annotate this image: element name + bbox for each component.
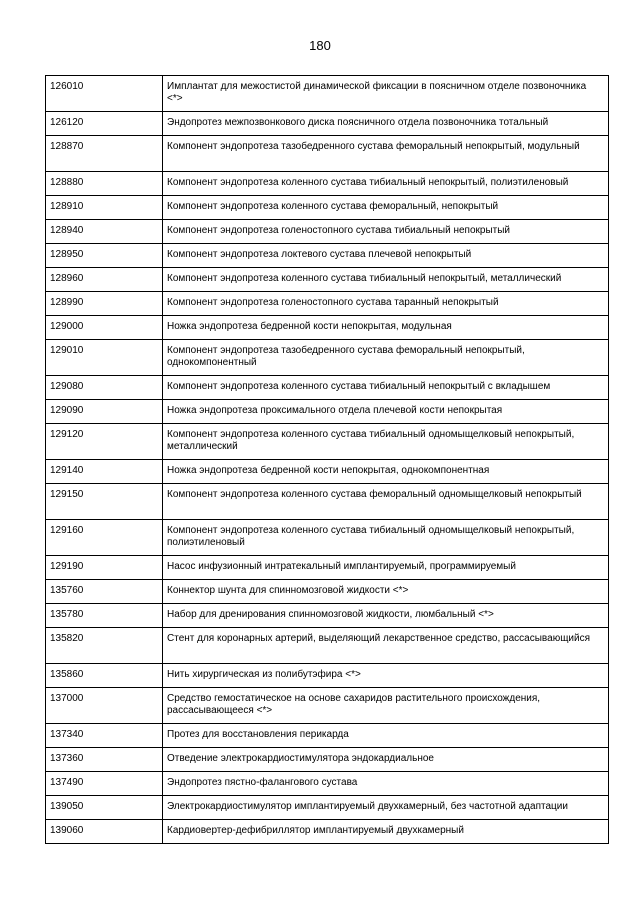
- table-row: [46, 196, 609, 220]
- code-cell: 128880: [46, 172, 163, 196]
- name-cell: Эндопротез пястно-фалангового сустава: [163, 772, 609, 796]
- name-cell: Кардиовертер-дефибриллятор имплантируемый двухкамерный: [163, 820, 609, 844]
- table-row: [46, 820, 609, 844]
- table-row: [46, 556, 609, 580]
- code-cell: 128940: [46, 220, 163, 244]
- code-cell: 129120: [46, 424, 163, 460]
- table-row: [46, 112, 609, 136]
- table-row: [46, 460, 609, 484]
- table-row: [46, 340, 609, 376]
- code-cell: 129140: [46, 460, 163, 484]
- code-cell: 128950: [46, 244, 163, 268]
- code-cell: 128910: [46, 196, 163, 220]
- code-cell: 135780: [46, 604, 163, 628]
- table-row: [46, 268, 609, 292]
- table-row: [46, 76, 609, 112]
- table-row: [46, 724, 609, 748]
- name-cell: Компонент эндопротеза голеностопного сустава тибиальный непокрытый: [163, 220, 609, 244]
- table-row: [46, 136, 609, 172]
- table-row: [46, 172, 609, 196]
- table-row: [46, 664, 609, 688]
- device-codes-table: [45, 75, 609, 844]
- page-number: 180: [309, 38, 331, 53]
- name-cell: Компонент эндопротеза коленного сустава тибиальный непокрытый с вкладышем: [163, 376, 609, 400]
- table-row: [46, 580, 609, 604]
- code-cell: 135820: [46, 628, 163, 664]
- code-cell: 137360: [46, 748, 163, 772]
- code-cell: 137000: [46, 688, 163, 724]
- name-cell: Компонент эндопротеза коленного сустава феморальный одномыщелковый непокрытый: [163, 484, 609, 520]
- name-cell: Ножка эндопротеза бедренной кости непокрытая, однокомпонентная: [163, 460, 609, 484]
- table-row: [46, 772, 609, 796]
- code-cell: 139060: [46, 820, 163, 844]
- code-cell: 129000: [46, 316, 163, 340]
- code-cell: 129150: [46, 484, 163, 520]
- code-cell: 128870: [46, 136, 163, 172]
- table-row: [46, 796, 609, 820]
- name-cell: Имплантат для межостистой динамической фиксации в поясничном отделе позвоночника <*>: [163, 76, 609, 112]
- table-row: [46, 748, 609, 772]
- code-cell: 129010: [46, 340, 163, 376]
- table-row: [46, 292, 609, 316]
- name-cell: Компонент эндопротеза локтевого сустава плечевой непокрытый: [163, 244, 609, 268]
- code-cell: 128960: [46, 268, 163, 292]
- code-cell: 135760: [46, 580, 163, 604]
- name-cell: Протез для восстановления перикарда: [163, 724, 609, 748]
- name-cell: Электрокардиостимулятор имплантируемый двухкамерный, без частотной адаптации: [163, 796, 609, 820]
- name-cell: Компонент эндопротеза тазобедренного сустава феморальный непокрытый, модульный: [163, 136, 609, 172]
- table-row: [46, 688, 609, 724]
- name-cell: Стент для коронарных артерий, выделяющий лекарственное средство, рассасывающийся: [163, 628, 609, 664]
- name-cell: Ножка эндопротеза проксимального отдела плечевой кости непокрытая: [163, 400, 609, 424]
- table-row: [46, 424, 609, 460]
- code-cell: 137340: [46, 724, 163, 748]
- name-cell: Эндопротез межпозвонкового диска поясничного отдела позвоночника тотальный: [163, 112, 609, 136]
- name-cell: Компонент эндопротеза тазобедренного сустава феморальный непокрытый, однокомпонентный: [163, 340, 609, 376]
- name-cell: Компонент эндопротеза голеностопного сустава таранный непокрытый: [163, 292, 609, 316]
- code-cell: 128990: [46, 292, 163, 316]
- code-cell: 126010: [46, 76, 163, 112]
- name-cell: Компонент эндопротеза коленного сустава тибиальный одномыщелковый непокрытый, металлический: [163, 424, 609, 460]
- table-row: [46, 604, 609, 628]
- code-cell: 139050: [46, 796, 163, 820]
- name-cell: Ножка эндопротеза бедренной кости непокрытая, модульная: [163, 316, 609, 340]
- name-cell: Компонент эндопротеза коленного сустава феморальный, непокрытый: [163, 196, 609, 220]
- name-cell: Отведение электрокардиостимулятора эндокардиальное: [163, 748, 609, 772]
- code-cell: 129160: [46, 520, 163, 556]
- code-cell: 129090: [46, 400, 163, 424]
- table-row: [46, 376, 609, 400]
- table-row: [46, 400, 609, 424]
- code-cell: 135860: [46, 664, 163, 688]
- table-row: [46, 316, 609, 340]
- table-row: [46, 628, 609, 664]
- name-cell: Коннектор шунта для спинномозговой жидкости <*>: [163, 580, 609, 604]
- name-cell: Компонент эндопротеза коленного сустава тибиальный одномыщелковый непокрытый, полиэтиленовый: [163, 520, 609, 556]
- name-cell: Нить хирургическая из полибутэфира <*>: [163, 664, 609, 688]
- code-cell: 137490: [46, 772, 163, 796]
- table-row: [46, 244, 609, 268]
- code-cell: 129190: [46, 556, 163, 580]
- name-cell: Средство гемостатическое на основе сахаридов растительного происхождения, рассасывающееся <*>: [163, 688, 609, 724]
- table-row: [46, 220, 609, 244]
- code-cell: 129080: [46, 376, 163, 400]
- name-cell: Насос инфузионный интратекальный имплантируемый, программируемый: [163, 556, 609, 580]
- table-row: [46, 520, 609, 556]
- name-cell: Компонент эндопротеза коленного сустава тибиальный непокрытый, полиэтиленовый: [163, 172, 609, 196]
- code-cell: 126120: [46, 112, 163, 136]
- table-row: [46, 484, 609, 520]
- name-cell: Компонент эндопротеза коленного сустава тибиальный непокрытый, металлический: [163, 268, 609, 292]
- name-cell: Набор для дренирования спинномозговой жидкости, люмбальный <*>: [163, 604, 609, 628]
